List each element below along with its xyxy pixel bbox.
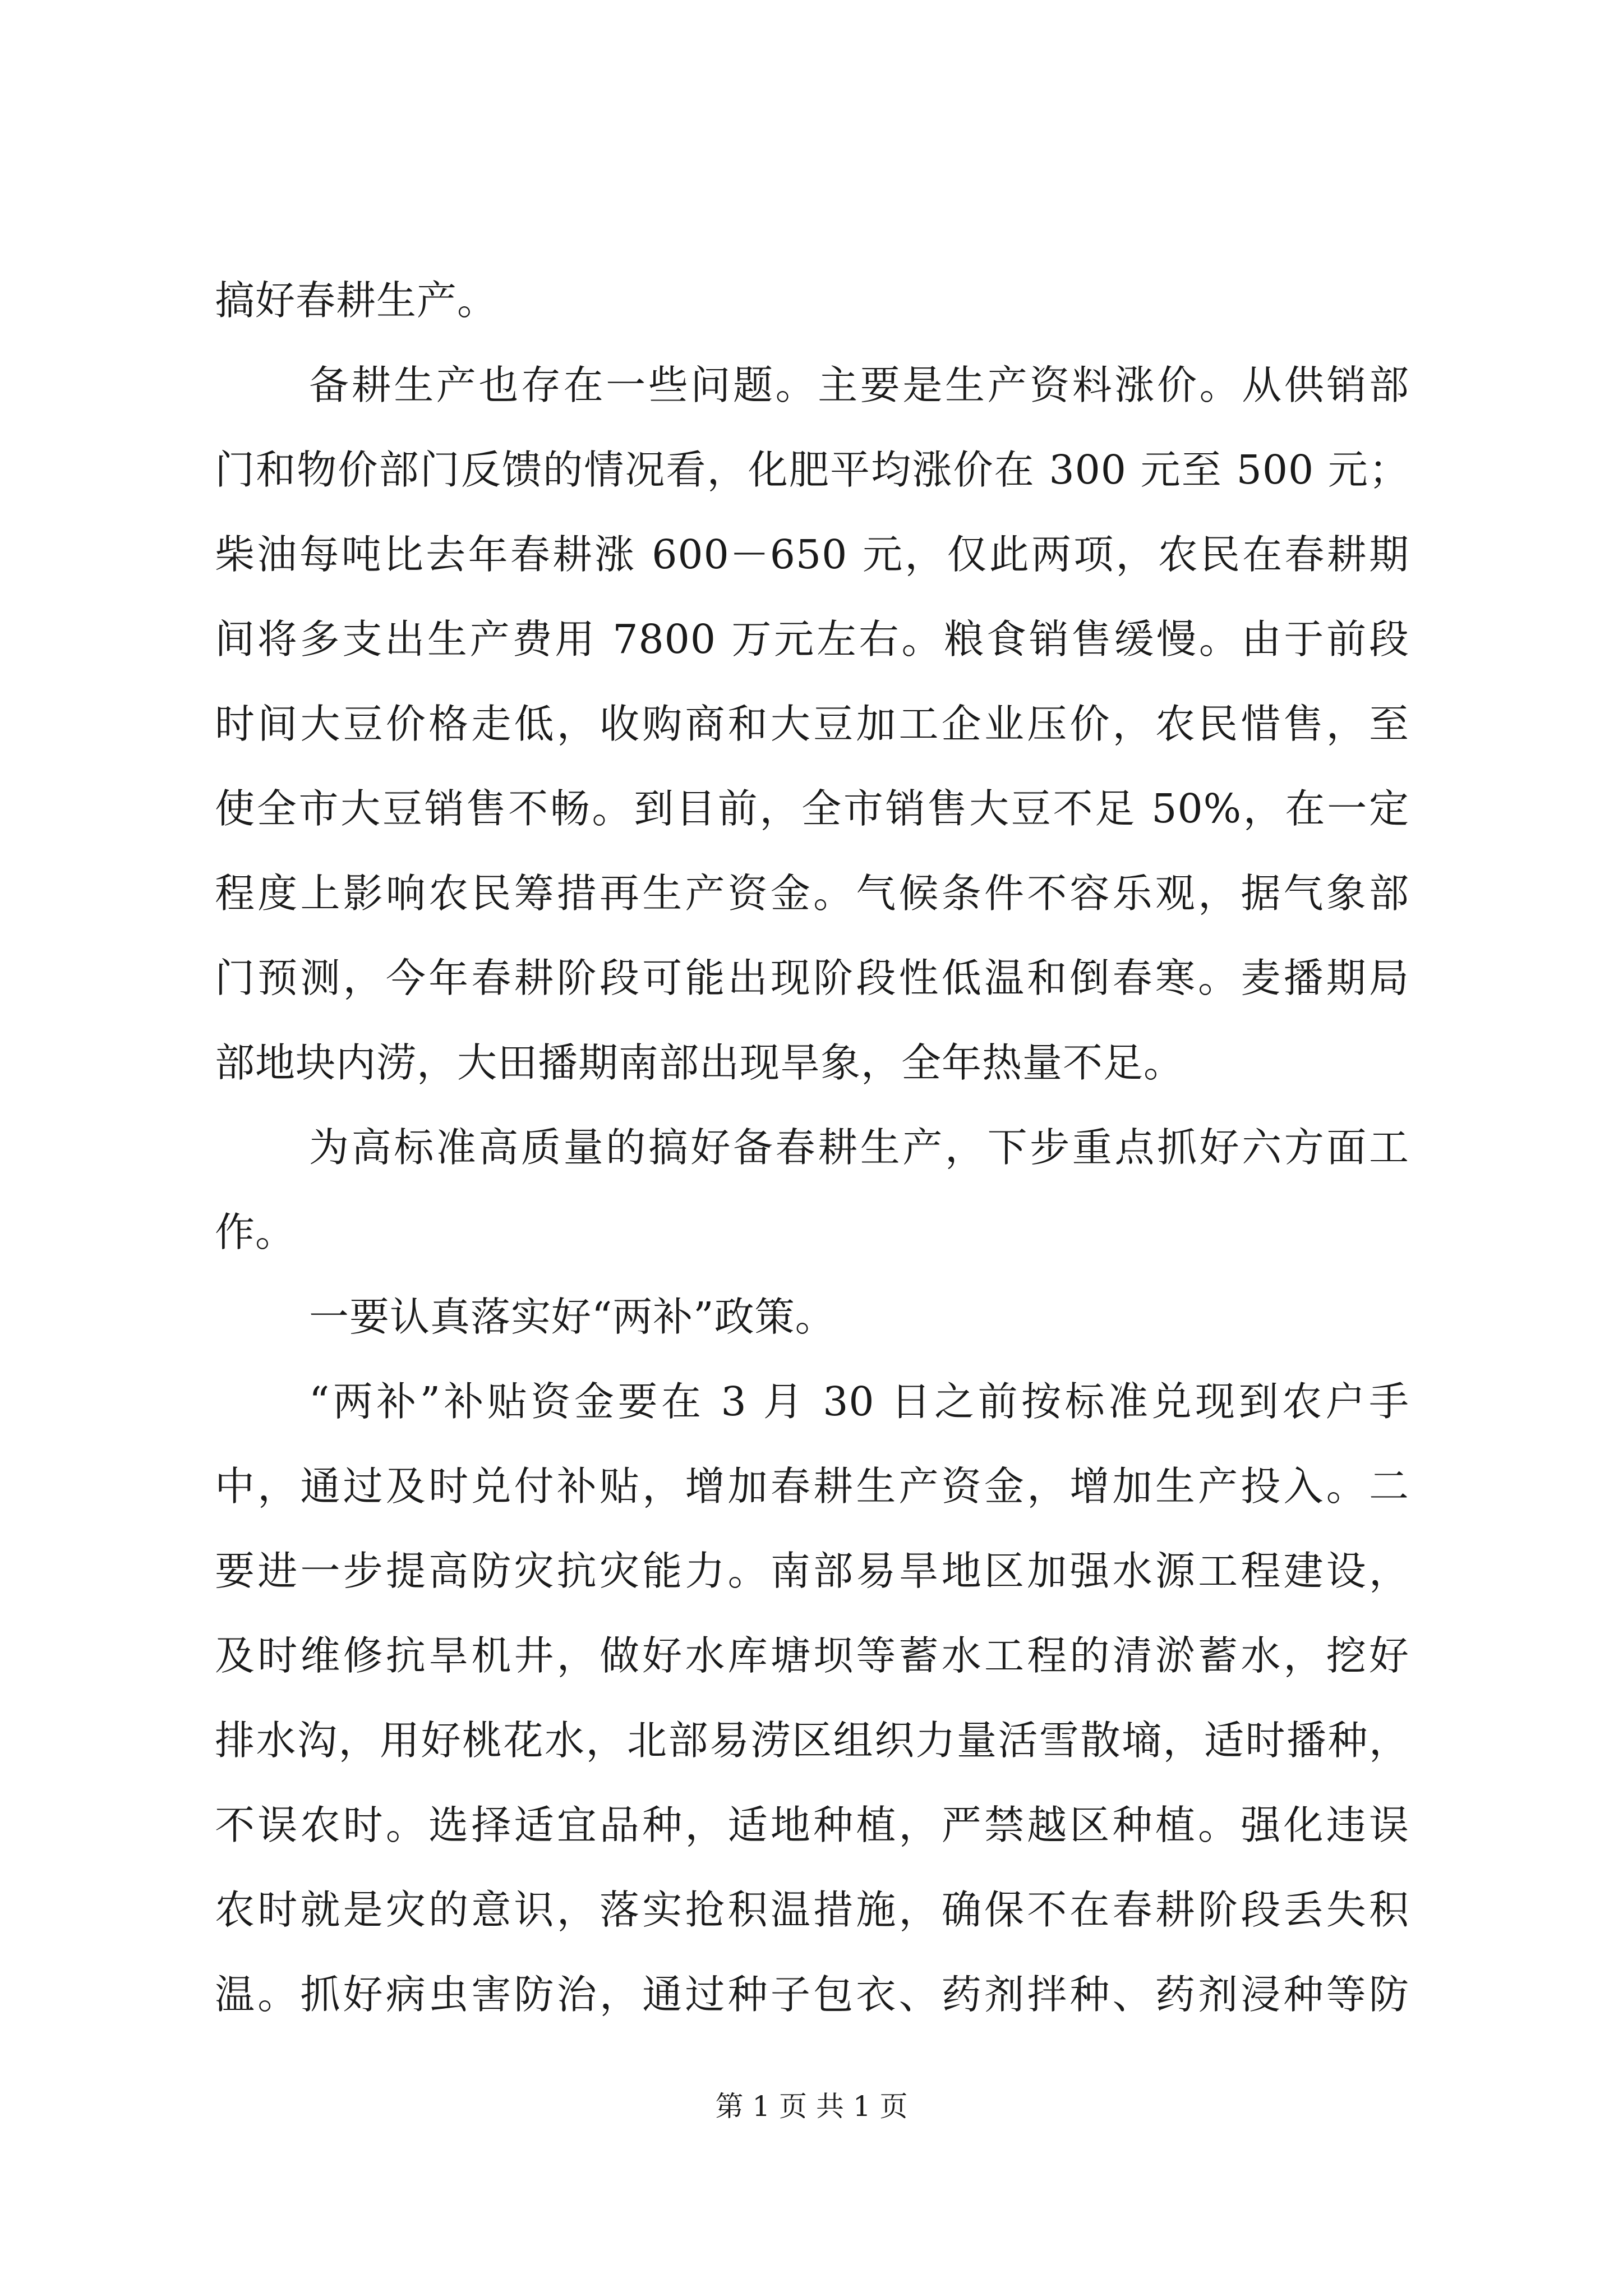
text-line: 搞好春耕生产。: [215, 277, 498, 324]
text-line: 农时就是灾的意识，落实抢积温措施，确保不在春耕阶段丢失积: [215, 1887, 1409, 1933]
text-line: 不误农时。选择适宜品种，适地种植，严禁越区种植。强化违误: [215, 1802, 1409, 1848]
text-line: 使全市大豆销售不畅。到目前，全市销售大豆不足 50%，在一定: [215, 785, 1409, 832]
page-number-footer: 第 1 页 共 1 页: [715, 2090, 908, 2123]
text-line: 作。: [215, 1209, 296, 1255]
text-line: 温。抓好病虫害防治，通过种子包衣、药剂拌种、药剂浸种等防: [215, 1971, 1409, 2018]
text-line: 门预测，今年春耕阶段可能出现阶段性低温和倒春寒。麦播期局: [215, 955, 1409, 1001]
text-line: 备耕生产也存在一些问题。主要是生产资料涨价。从供销部: [309, 362, 1409, 408]
text-line: 要进一步提高防灾抗灾能力。南部易旱地区加强水源工程建设，: [215, 1548, 1409, 1594]
text-line: 为高标准高质量的搞好备春耕生产，下步重点抓好六方面工: [309, 1124, 1409, 1171]
text-line: “两补”补贴资金要在 3 月 30 日之前按标准兑现到农户手: [309, 1378, 1409, 1425]
text-line: 时间大豆价格走低，收购商和大豆加工企业压价，农民惜售，至: [215, 701, 1409, 747]
text-line: 排水沟，用好桃花水，北部易涝区组织力量活雪散墒，适时播种，: [215, 1717, 1409, 1764]
text-line: 柴油每吨比去年春耕涨 600－650 元，仅此两项，农民在春耕期: [215, 531, 1409, 578]
text-line: 部地块内涝，大田播期南部出现旱象，全年热量不足。: [215, 1039, 1184, 1086]
text-line: 门和物价部门反馈的情况看，化肥平均涨价在 300 元至 500 元；: [215, 447, 1409, 493]
text-line: 中，通过及时兑付补贴，增加春耕生产资金，增加生产投入。二: [215, 1463, 1409, 1510]
text-line: 及时维修抗旱机井，做好水库塘坝等蓄水工程的清淤蓄水，挖好: [215, 1632, 1409, 1679]
text-line: 程度上影响农民筹措再生产资金。气候条件不容乐观，据气象部: [215, 870, 1409, 917]
document-body: [215, 258, 1409, 2037]
text-line: 一要认真落实好“两补”政策。: [309, 1294, 836, 1340]
text-line: 间将多支出生产费用 7800 万元左右。粮食销售缓慢。由于前段: [215, 616, 1409, 662]
